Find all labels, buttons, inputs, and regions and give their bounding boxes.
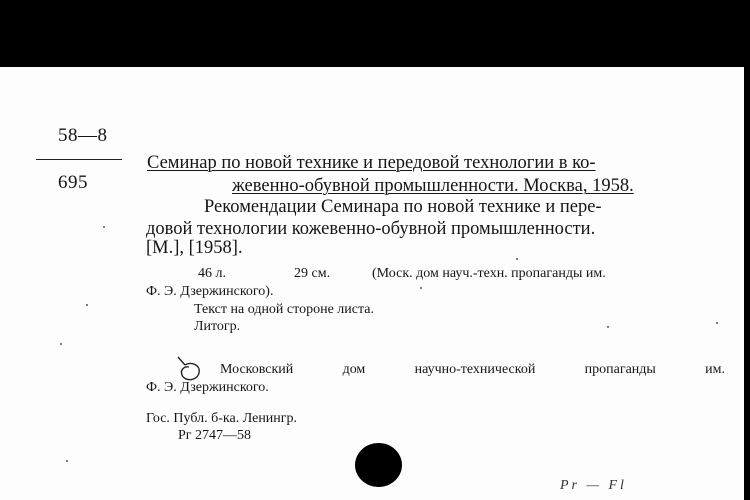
pages: 46 л. — [198, 266, 226, 281]
heading-line-2: жевенно-обувной промышленности. Москва, 1958. — [232, 176, 634, 196]
title-line-3: [М.], [1958]. — [146, 238, 243, 258]
scan-speck — [420, 287, 422, 289]
scan-speck — [607, 326, 609, 328]
library-name: Гос. Публ. б-ка. Ленингр. — [146, 411, 298, 426]
scan-speck — [66, 460, 68, 462]
call-number-divider — [36, 159, 122, 160]
added-entry-word: научно-технической — [414, 362, 536, 377]
scan-speck — [86, 304, 88, 306]
publisher-part-1: (Моск. дом науч.-техн. пропаганды им. — [372, 266, 606, 281]
call-number-bottom: 695 — [58, 172, 88, 193]
catalog-card — [0, 67, 744, 500]
size: 29 см. — [294, 266, 331, 281]
publisher-part-2: Ф. Э. Дзержинского). — [146, 284, 274, 299]
note-one-side: Текст на одной стороне листа. — [194, 302, 374, 317]
added-entry-word: пропаганды — [584, 362, 656, 377]
title-line-1: Рекомендации Семинара по новой технике и пере- — [204, 197, 602, 217]
scan-speck — [716, 322, 718, 324]
scan-speck — [103, 226, 105, 228]
added-entry-line-1 — [220, 362, 725, 378]
call-number-top: 58—8 — [58, 125, 108, 146]
added-entry-word: дом — [342, 362, 366, 377]
scan-speck — [60, 343, 62, 345]
note-lithograph: Литогр. — [194, 319, 241, 334]
added-entry-word: Московский — [220, 362, 294, 377]
title-line-2: довой технологии кожевенно-обувной промышленности. — [146, 219, 596, 239]
scan-speck — [516, 258, 518, 260]
card-punch-hole — [355, 443, 402, 487]
accession-number: Рг 2747—58 — [178, 428, 252, 443]
heading-line-1: Семинар по новой технике и передовой технологии в ко- — [147, 153, 596, 173]
scan-right-border — [744, 67, 750, 500]
added-entry-line-2: Ф. Э. Дзержинского. — [146, 380, 269, 395]
bottom-scrawl: Pr — Fl — [560, 478, 627, 493]
scan-top-border — [0, 0, 750, 67]
added-entry-word: им. — [705, 362, 725, 377]
